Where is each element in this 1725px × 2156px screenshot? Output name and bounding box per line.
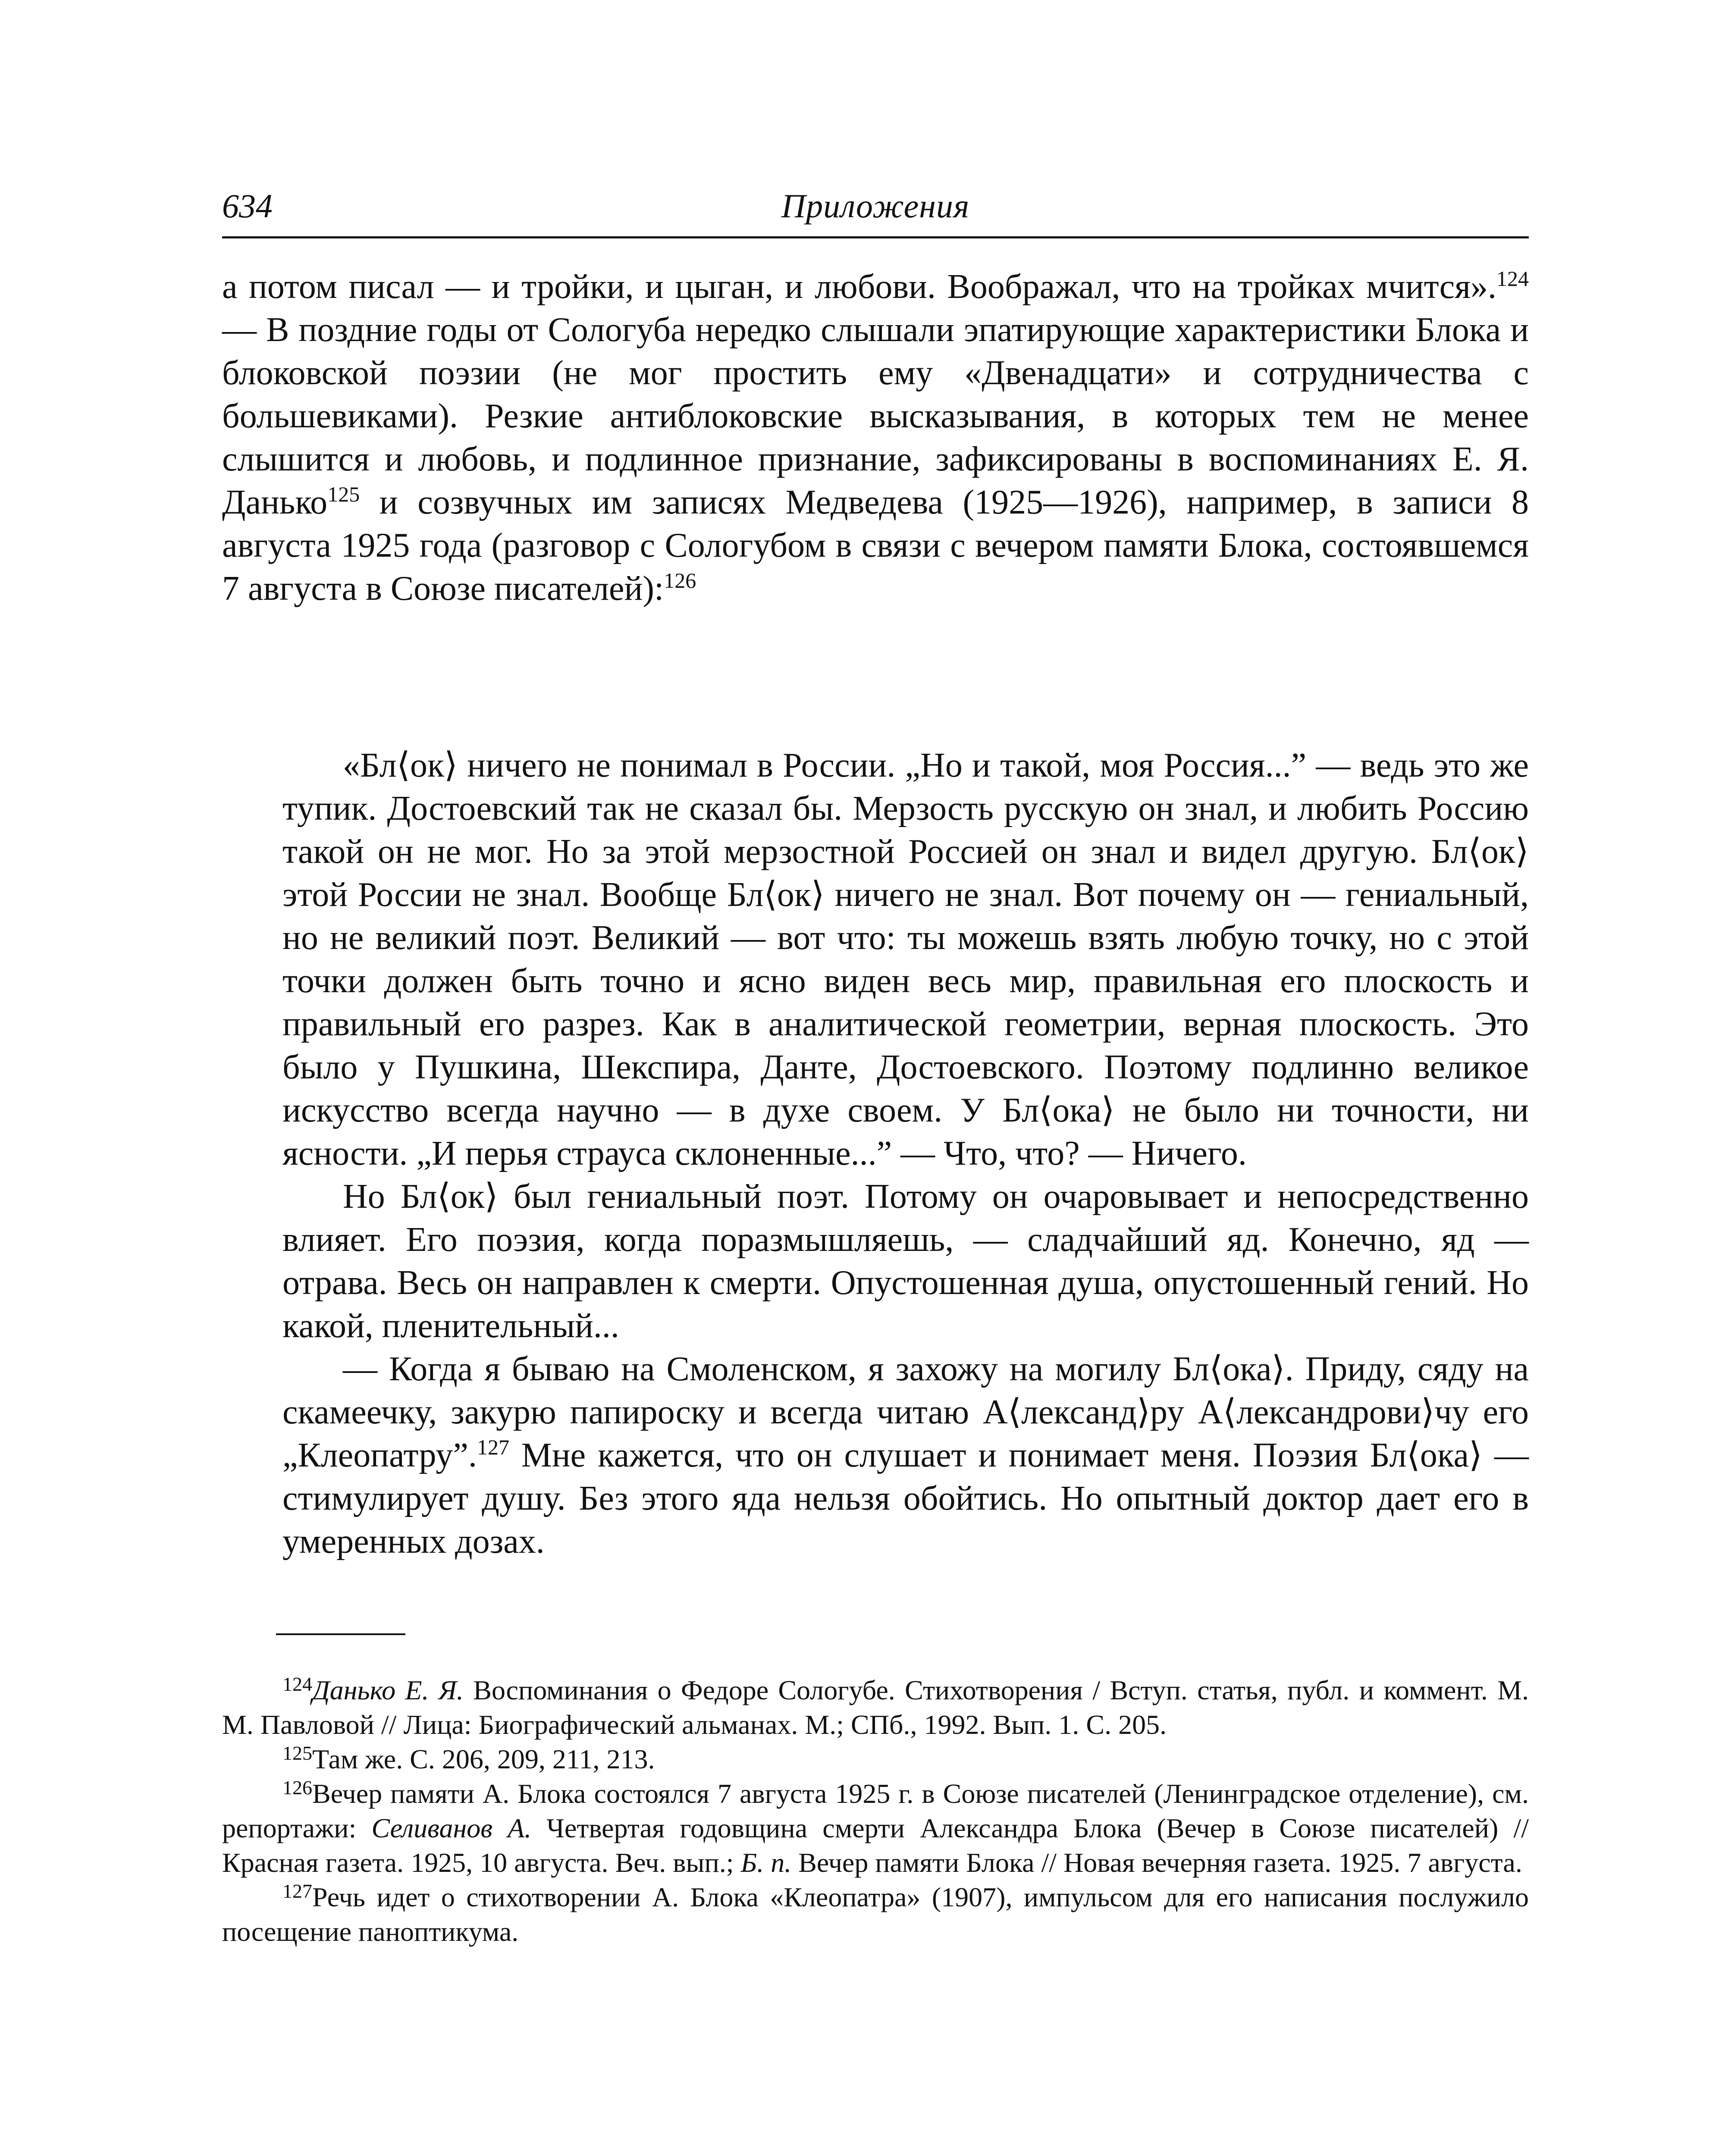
footnotes: [222, 1673, 1529, 1949]
footnote-ref[interactable]: 127: [477, 1435, 509, 1459]
block-quote: [282, 744, 1529, 1563]
main-text: [222, 265, 1529, 610]
footnote-text: Там же. С. 206, 209, 211, 213.: [312, 1744, 655, 1774]
footnote-127: [222, 1880, 1529, 1949]
text-run: и созвучных им записях Медведева (1925—1926), например, в записи 8 августа 1925 года (разговор с Сологубом в связи с вечером памяти Блока, состоявшемся 7 августа в Союзе писателей):: [222, 483, 1529, 608]
footnote-number: 125: [282, 1742, 312, 1764]
footnote-number: 124: [282, 1673, 312, 1695]
text-run: — Когда я бываю на Смоленском, я захожу на могилу Бл⟨ока⟩. Приду, сяду на скамеечку, закурю папироску и всегда читаю А⟨лександ⟩ру А⟨лександрови⟩чу его „Клеопатру”.: [282, 1350, 1529, 1474]
footnote-text: Речь идет о стихотворении А. Блока «Клеопатра» (1907), импульсом для его написания послужило посещение паноптикума.: [222, 1882, 1529, 1947]
footnote-125: [222, 1742, 1529, 1777]
page-header: [222, 180, 1529, 232]
text-run: а потом писал — и тройки, и цыган, и любови. Воображал, что на тройках мчится».: [222, 268, 1496, 306]
footnote-ref[interactable]: 124: [1496, 266, 1529, 291]
footnote-number: 127: [282, 1880, 312, 1902]
footnote-author: Данько Е. Я.: [312, 1675, 464, 1705]
footnote-author: Селиванов А.: [371, 1813, 532, 1843]
footnote-126: [222, 1777, 1529, 1880]
footnote-text: Четвертая годовщина смерти Александра Блока (Вечер в Союзе писателей) // Красная газета. 1925, 10 августа. Веч. вып.;: [222, 1813, 1529, 1878]
quote-paragraph: «Бл⟨ок⟩ ничего не понимал в России. „Но и такой, моя Россия...” — ведь это же тупик. Достоевский так не сказал бы. Мерзость русскую он знал, и любить Россию такой он не мог. Но за этой мерзостной Россией он знал и видел другую. Бл⟨ок⟩ этой России не знал. Вообще Бл⟨ок⟩ ничего не знал. Вот почему он — гениальный, но не великий поэт. Великий — вот что: ты можешь взять любую точку, но с этой точки должен быть точно и ясно виден весь мир, правильная его плоскость и правильный его разрез. Как в аналитической геометрии, верная плоскость. Это было у Пушкина, Шекспира, Данте, Достоевского. Поэтому подлинно великое искусство всегда научно — в духе своем. У Бл⟨ока⟩ не было ни точности, ни ясности. „И перья страуса склоненные...” — Что, что? — Ничего.: [282, 746, 1529, 1172]
paragraph: [222, 265, 1529, 610]
footnote-text: Вечер памяти Блока // Новая вечерняя газета. 1925. 7 августа.: [791, 1847, 1522, 1878]
footnote-text: Воспоминания о Федоре Сологубе. Стихотворения / Вступ. статья, публ. и коммент. М. М. Павловой // Лица: Биографический альманах. М.; СПб., 1992. Вып. 1. С. 205.: [222, 1675, 1529, 1740]
footnote-divider: [276, 1633, 405, 1635]
text-run: Мне кажется, что он слушает и понимает меня. Поэзия Бл⟨ока⟩ — стимулирует душу. Без этого яда нельзя обойтись. Но опытный доктор дает его в умеренных дозах.: [282, 1436, 1529, 1561]
header-rule: [222, 236, 1529, 238]
running-head: Приложения: [781, 187, 970, 225]
footnote-text: Вечер памяти А. Блока состоялся 7 августа 1925 г. в Союзе писателей (Ленинградское отделение), см. репортажи:: [222, 1778, 1529, 1843]
footnote-number: 126: [282, 1777, 312, 1799]
quote-paragraph: Но Бл⟨ок⟩ был гениальный поэт. Потому он очаровывает и непосредственно влияет. Его поэзия, когда поразмышляешь, — сладчайший яд. Конечно, яд — отрава. Весь он направлен к смерти. Опустошенная душа, опустошенный гений. Но какой, пленительный...: [282, 1178, 1529, 1345]
text-run: — В поздние годы от Сологуба нередко слышали эпатирующие характеристики Блока и блоковской поэзии (не мог простить ему «Двенадцати» и сотрудничества с большевиками). Резкие антиблоковские высказывания, в которых тем не менее слышится и любовь, и подлинное признание, зафиксированы в воспоминаниях Е. Я. Данько: [222, 311, 1529, 521]
quote-paragraph: [282, 1348, 1529, 1563]
footnote-author: Б. п.: [740, 1847, 792, 1878]
footnote-ref[interactable]: 125: [327, 482, 360, 506]
page-number: 634: [222, 187, 273, 225]
footnote-ref[interactable]: 126: [664, 568, 696, 592]
footnote-124: [222, 1673, 1529, 1742]
